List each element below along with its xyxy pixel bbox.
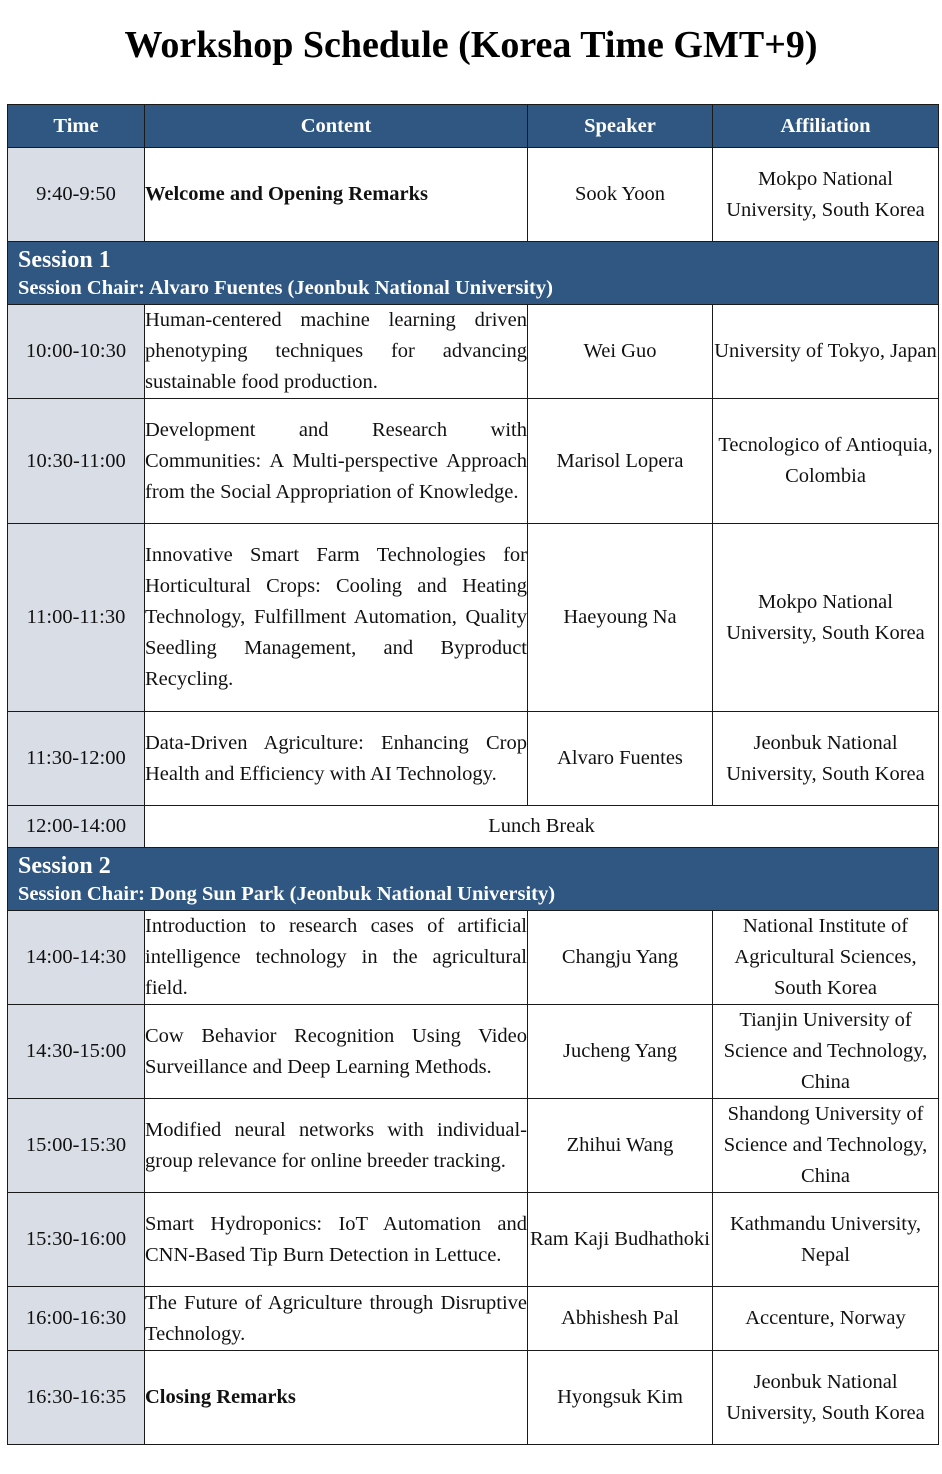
table-row: [8, 1099, 939, 1193]
session-header-row: [8, 242, 939, 305]
schedule-table: [7, 104, 939, 1445]
speaker-cell: Jucheng Yang: [528, 1005, 713, 1099]
content-cell: Modified neural networks with individual-group relevance for online breeder tracking.: [145, 1099, 528, 1193]
content-cell: Innovative Smart Farm Technologies for Horticultural Crops: Cooling and Heating Technology, Fulfillment Automation, Quality Seedling Management, and Byproduct Recycling.: [145, 524, 528, 712]
table-row: [8, 1193, 939, 1287]
affiliation-cell: Jeonbuk National University, South Korea: [713, 1351, 939, 1445]
table-row: [8, 524, 939, 712]
speaker-cell: Wei Guo: [528, 305, 713, 399]
column-header-time: Time: [8, 105, 145, 148]
content-cell: Data-Driven Agriculture: Enhancing Crop Health and Efficiency with AI Technology.: [145, 712, 528, 806]
lunch-label: Lunch Break: [145, 806, 939, 848]
time-cell: 10:00-10:30: [8, 305, 145, 399]
column-header-affiliation: Affiliation: [713, 105, 939, 148]
speaker-cell: Marisol Lopera: [528, 399, 713, 524]
table-row: [8, 1005, 939, 1099]
content-cell: Closing Remarks: [145, 1351, 528, 1445]
affiliation-cell: Tecnologico of Antioquia, Colombia: [713, 399, 939, 524]
page-title: Workshop Schedule (Korea Time GMT+9): [124, 24, 818, 66]
column-header-speaker: Speaker: [528, 105, 713, 148]
affiliation-cell: Accenture, Norway: [713, 1287, 939, 1351]
affiliation-cell: Mokpo National University, South Korea: [713, 524, 939, 712]
table-row: [8, 305, 939, 399]
content-cell: Cow Behavior Recognition Using Video Surveillance and Deep Learning Methods.: [145, 1005, 528, 1099]
lunch-row: [8, 806, 939, 848]
table-row: [8, 1351, 939, 1445]
time-cell: 10:30-11:00: [8, 399, 145, 524]
column-header-content: Content: [145, 105, 528, 148]
speaker-cell: Abhishesh Pal: [528, 1287, 713, 1351]
time-cell: 16:00-16:30: [8, 1287, 145, 1351]
time-cell: 15:30-16:00: [8, 1193, 145, 1287]
time-cell: 12:00-14:00: [8, 806, 145, 848]
time-cell: 11:30-12:00: [8, 712, 145, 806]
session-header: [8, 848, 939, 911]
affiliation-cell: Jeonbuk National University, South Korea: [713, 712, 939, 806]
session-chair: Session Chair: Dong Sun Park (Jeonbuk National University): [18, 882, 556, 905]
speaker-cell: Hyongsuk Kim: [528, 1351, 713, 1445]
speaker-cell: Haeyoung Na: [528, 524, 713, 712]
content-cell: Welcome and Opening Remarks: [145, 148, 528, 242]
session-header-row: [8, 848, 939, 911]
content-cell: Introduction to research cases of artificial intelligence technology in the agricultural field.: [145, 911, 528, 1005]
table-row: [8, 712, 939, 806]
table-row: [8, 148, 939, 242]
time-cell: 14:30-15:00: [8, 1005, 145, 1099]
time-cell: 11:00-11:30: [8, 524, 145, 712]
affiliation-cell: Kathmandu University, Nepal: [713, 1193, 939, 1287]
speaker-cell: Alvaro Fuentes: [528, 712, 713, 806]
session-header: [8, 242, 939, 305]
time-cell: 14:00-14:30: [8, 911, 145, 1005]
time-cell: 15:00-15:30: [8, 1099, 145, 1193]
affiliation-cell: National Institute of Agricultural Sciences, South Korea: [713, 911, 939, 1005]
table-row: [8, 399, 939, 524]
time-cell: 9:40-9:50: [8, 148, 145, 242]
affiliation-cell: Shandong University of Science and Technology, China: [713, 1099, 939, 1193]
affiliation-cell: Tianjin University of Science and Technology, China: [713, 1005, 939, 1099]
table-header-row: [8, 105, 939, 148]
table-row: [8, 1287, 939, 1351]
speaker-cell: Ram Kaji Budhathoki: [528, 1193, 713, 1287]
table-row: [8, 911, 939, 1005]
affiliation-cell: University of Tokyo, Japan: [713, 305, 939, 399]
content-cell: The Future of Agriculture through Disruptive Technology.: [145, 1287, 528, 1351]
session-name: Session 1: [18, 246, 111, 273]
session-chair: Session Chair: Alvaro Fuentes (Jeonbuk National University): [18, 276, 553, 299]
time-cell: 16:30-16:35: [8, 1351, 145, 1445]
session-name: Session 2: [18, 852, 111, 879]
speaker-cell: Zhihui Wang: [528, 1099, 713, 1193]
content-cell: Development and Research with Communities: A Multi-perspective Approach from the Social Appropriation of Knowledge.: [145, 399, 528, 524]
speaker-cell: Sook Yoon: [528, 148, 713, 242]
content-cell: Human-centered machine learning driven phenotyping techniques for advancing sustainable food production.: [145, 305, 528, 399]
affiliation-cell: Mokpo National University, South Korea: [713, 148, 939, 242]
content-cell: Smart Hydroponics: IoT Automation and CNN-Based Tip Burn Detection in Lettuce.: [145, 1193, 528, 1287]
speaker-cell: Changju Yang: [528, 911, 713, 1005]
